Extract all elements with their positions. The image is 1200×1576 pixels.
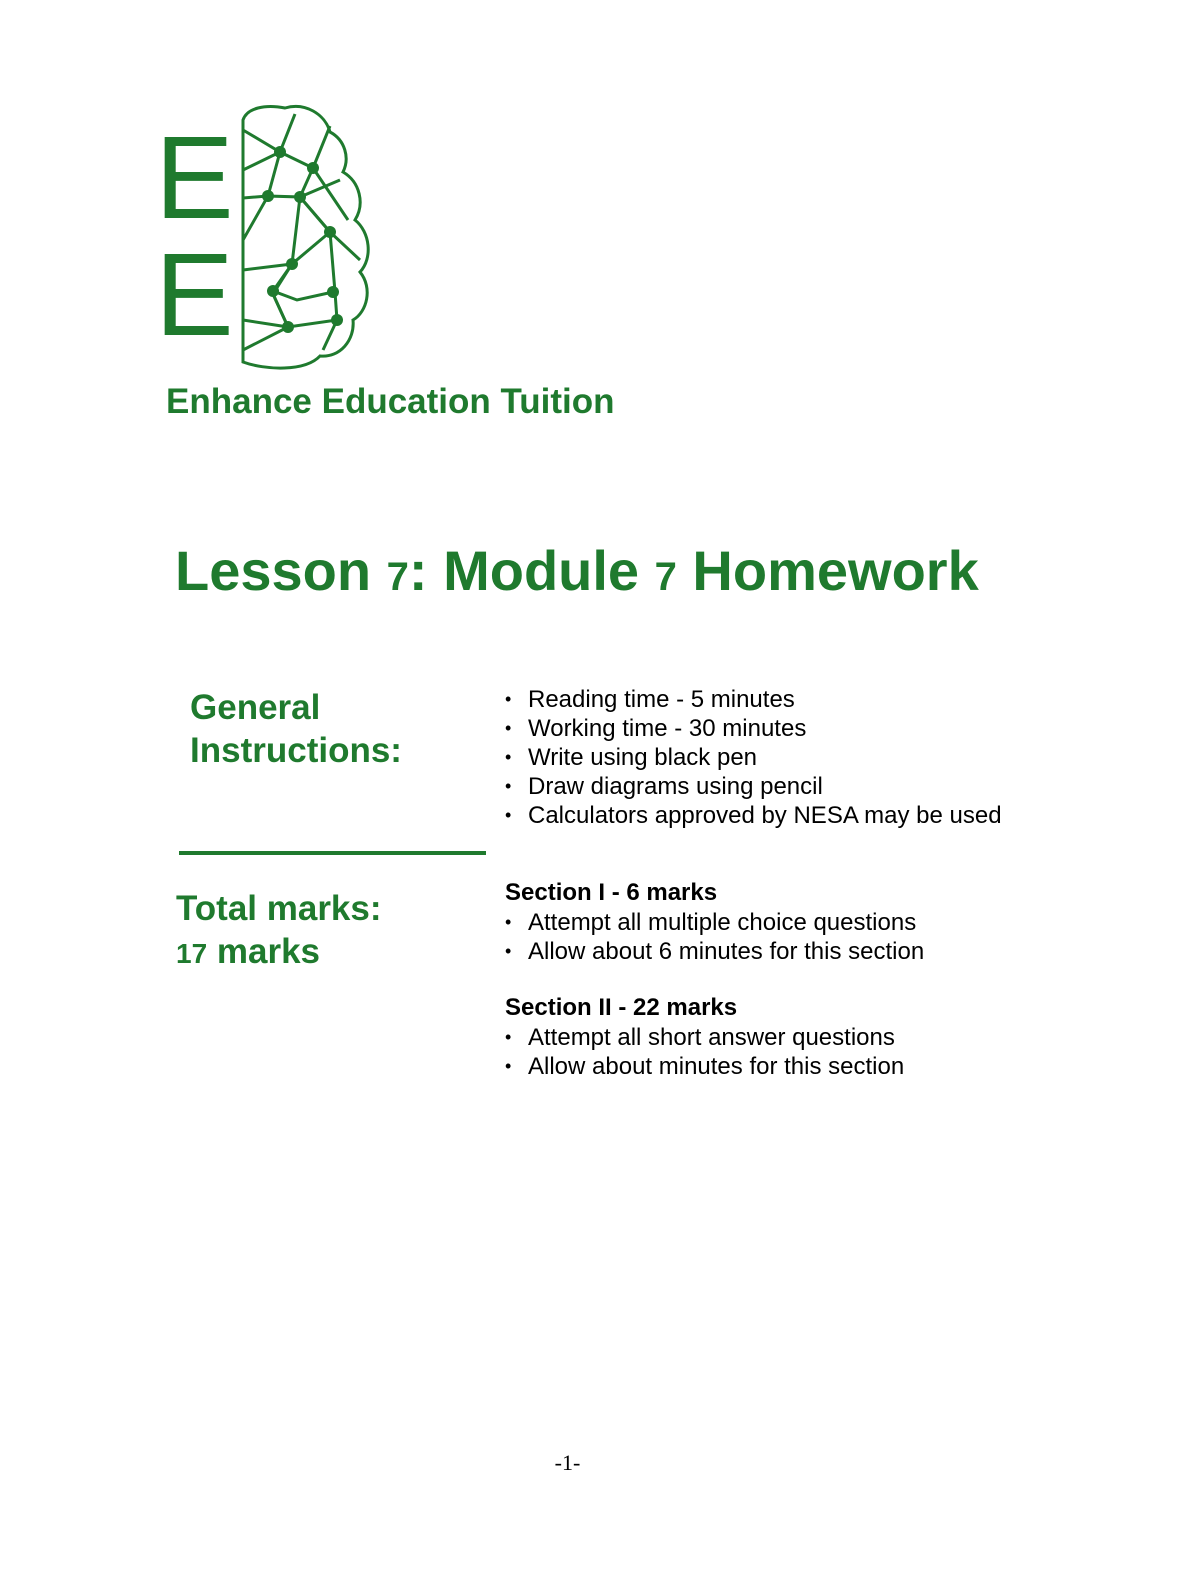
page-number: -1- bbox=[554, 1450, 581, 1475]
general-instructions-list bbox=[505, 685, 1002, 830]
total-marks-value bbox=[176, 930, 476, 975]
list-item: • Draw diagrams using pencil bbox=[505, 772, 1002, 801]
title-part2: : Module bbox=[408, 539, 655, 602]
page-title bbox=[175, 538, 979, 603]
logo-letter-top: E bbox=[155, 112, 234, 244]
divider bbox=[179, 851, 486, 855]
general-instructions-label bbox=[190, 686, 470, 772]
section-1-heading: Section I - 6 marks bbox=[505, 879, 718, 906]
general-instructions-label-line2: Instructions: bbox=[190, 731, 402, 770]
total-marks-unit: marks bbox=[207, 932, 321, 971]
list-item: • Reading time - 5 minutes bbox=[505, 685, 1002, 714]
section-1-list bbox=[505, 908, 924, 966]
list-item: • Allow about minutes for this section bbox=[505, 1052, 904, 1081]
list-item: • Allow about 6 minutes for this section bbox=[505, 937, 924, 966]
section-2-list bbox=[505, 1023, 904, 1081]
list-item: • Calculators approved by NESA may be used bbox=[505, 801, 1002, 830]
title-module-number: 7 bbox=[654, 555, 677, 599]
list-item: • Write using black pen bbox=[505, 743, 1002, 772]
title-part1: Lesson bbox=[175, 539, 387, 602]
brain-network-icon bbox=[155, 100, 395, 372]
title-part3: Homework bbox=[676, 539, 979, 602]
list-item: • Attempt all short answer questions bbox=[505, 1023, 904, 1052]
total-marks-label bbox=[176, 887, 476, 975]
total-marks-number: 17 bbox=[176, 938, 208, 969]
logo-letter-bottom: E bbox=[155, 229, 234, 361]
logo bbox=[155, 100, 395, 372]
total-marks-heading: Total marks: bbox=[176, 889, 382, 928]
title-lesson-number: 7 bbox=[386, 555, 409, 599]
section-2-heading: Section II - 22 marks bbox=[505, 994, 738, 1021]
list-item: • Attempt all multiple choice questions bbox=[505, 908, 924, 937]
general-instructions-label-line1: General bbox=[190, 688, 321, 727]
organization-name: Enhance Education Tuition bbox=[166, 382, 615, 421]
list-item: • Working time - 30 minutes bbox=[505, 714, 1002, 743]
